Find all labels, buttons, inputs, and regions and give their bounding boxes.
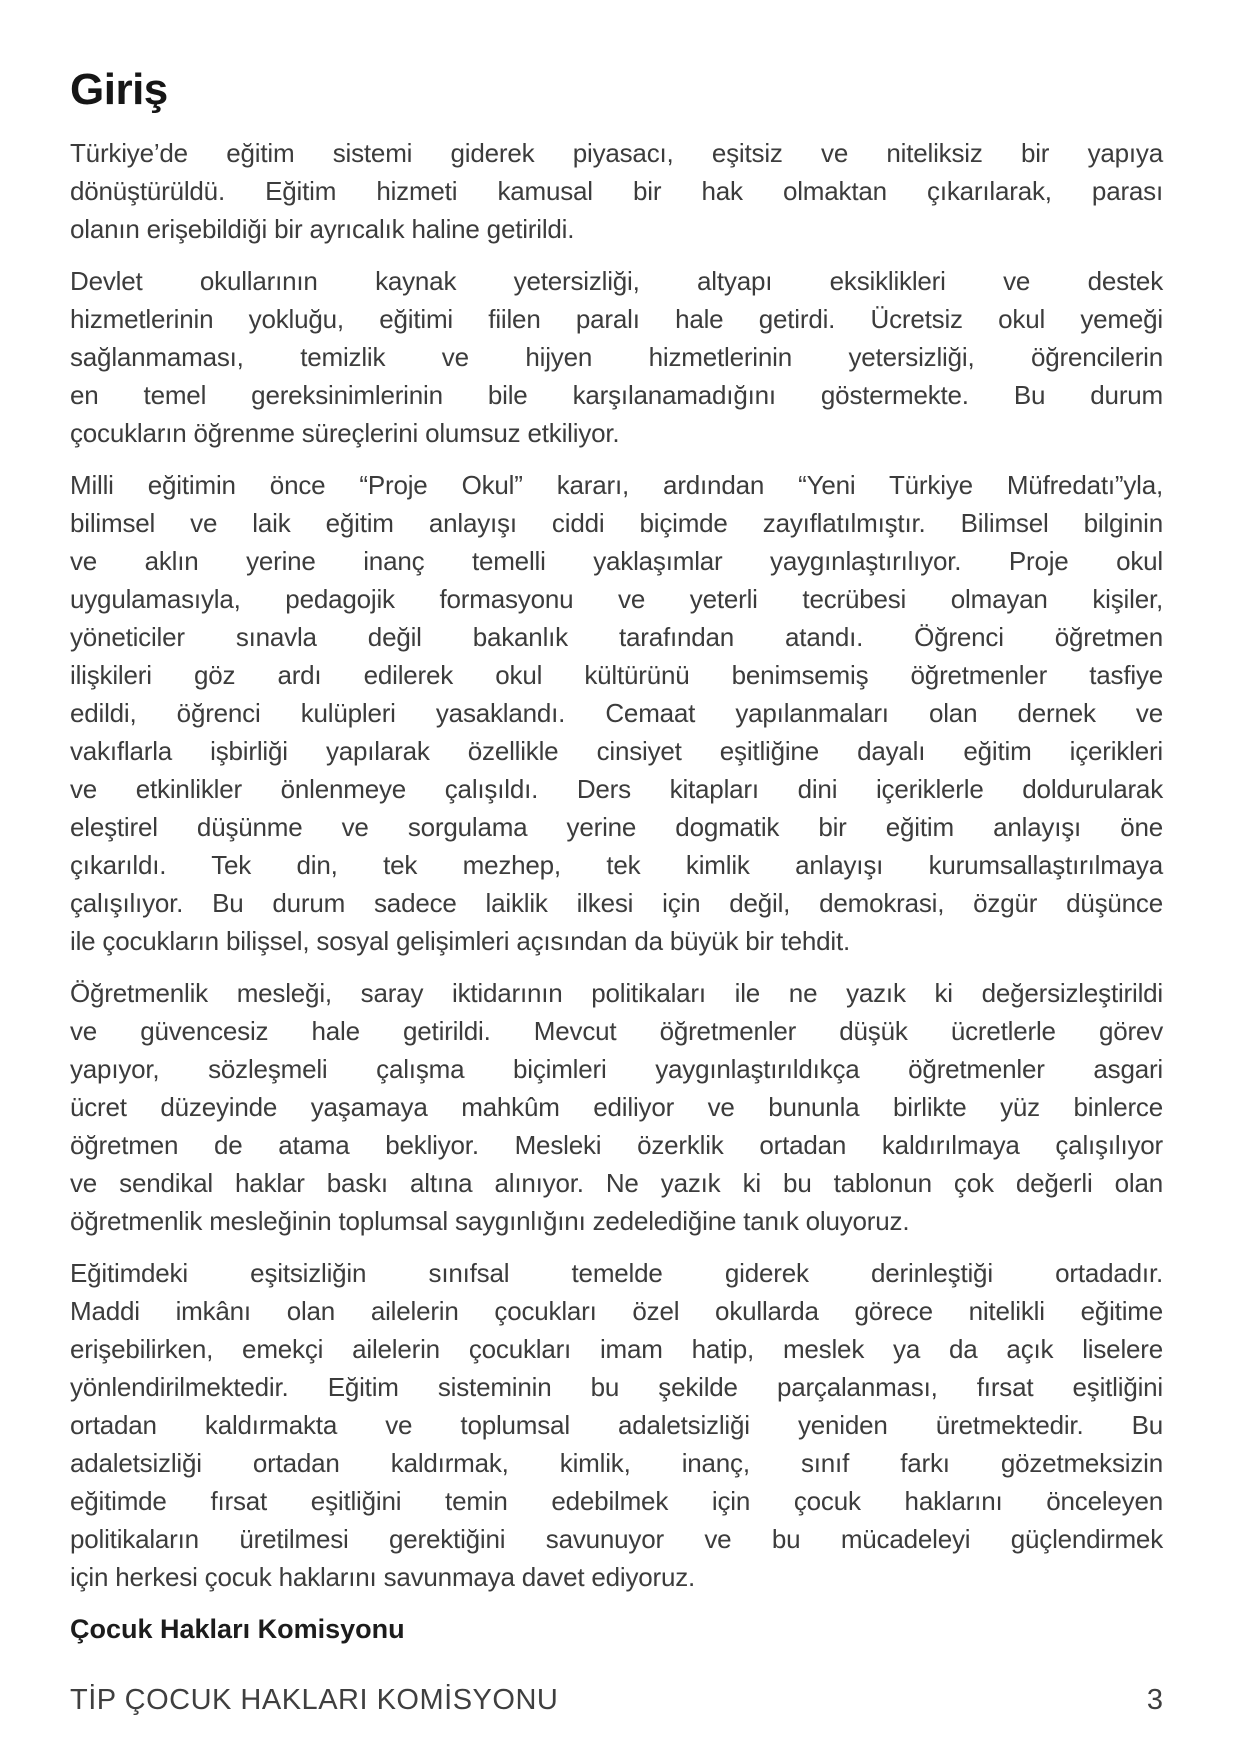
paragraph-line: Öğretmenlik mesleği, saray iktidarının politikaları ile ne yazık ki değersizleştirildi [70, 978, 1163, 1008]
paragraph-line: yapıyor, sözleşmeli çalışma biçimleri yaygınlaştırıldıkça öğretmenler asgari [70, 1054, 1163, 1084]
paragraph-line: ilişkileri göz ardı edilerek okul kültürünü benimsemiş öğretmenler tasfiye [70, 660, 1163, 690]
paragraph-line: uygulamasıyla, pedagojik formasyonu ve yeterli tecrübesi olmayan kişiler, [70, 584, 1163, 614]
paragraph-line: edildi, öğrenci kulüpleri yasaklandı. Cemaat yapılanmaları olan dernek ve [70, 698, 1163, 728]
paragraph-line: erişebilirken, emekçi ailelerin çocukları imam hatip, meslek ya da açık liselere [70, 1334, 1163, 1364]
paragraph-line: çıkarıldı. Tek din, tek mezhep, tek kimlik anlayışı kurumsallaştırılmaya [70, 850, 1163, 880]
paragraph [70, 262, 1163, 452]
page-title: Giriş [70, 65, 168, 114]
paragraph-line: Milli eğitimin önce “Proje Okul” kararı, ardından “Yeni Türkiye Müfredatı”yla, [70, 470, 1163, 500]
footer-commission-name: TİP ÇOCUK HAKLARI KOMİSYONU [70, 1684, 559, 1716]
paragraph-line: Devlet okullarının kaynak yetersizliği, altyapı eksiklikleri ve destek [70, 266, 1163, 296]
page-footer [70, 1682, 1163, 1718]
paragraph-line: öğretmen de atama bekliyor. Mesleki özerklik ortadan kaldırılmaya çalışılıyor [70, 1130, 1163, 1160]
paragraph-line: adaletsizliği ortadan kaldırmak, kimlik, inanç, sınıf farkı gözetmeksizin [70, 1448, 1163, 1478]
paragraph-line: çalışılıyor. Bu durum sadece laiklik ilkesi için değil, demokrasi, özgür düşünce [70, 888, 1163, 918]
paragraph-line: bilimsel ve laik eğitim anlayışı ciddi biçimde zayıflatılmıştır. Bilimsel bilginin [70, 508, 1163, 538]
paragraph-line: en temel gereksinimlerinin bile karşılanamadığını göstermekte. Bu durum [70, 380, 1163, 410]
paragraph-line: eğitimde fırsat eşitliğini temin edebilmek için çocuk haklarını önceleyen [70, 1486, 1163, 1516]
paragraph [70, 466, 1163, 960]
body-paragraphs [70, 134, 1163, 1596]
paragraph-line: ve güvencesiz hale getirildi. Mevcut öğretmenler düşük ücretlerle görev [70, 1016, 1163, 1046]
paragraph-line: yönlendirilmektedir. Eğitim sisteminin bu şekilde parçalanması, fırsat eşitliğini [70, 1372, 1163, 1402]
paragraph [70, 974, 1163, 1240]
document-content [70, 66, 1163, 1648]
paragraph-line: politikaların üretilmesi gerektiğini savunuyor ve bu mücadeleyi güçlendirmek [70, 1524, 1163, 1554]
paragraph-line: dönüştürüldü. Eğitim hizmeti kamusal bir hak olmaktan çıkarılarak, parası [70, 176, 1163, 206]
paragraph [70, 134, 1163, 248]
paragraph [70, 1254, 1163, 1596]
signature-line: Çocuk Hakları Komisyonu [70, 1614, 405, 1644]
paragraph-line: olanın erişebildiği bir ayrıcalık haline getirildi. [70, 214, 575, 244]
paragraph-line: ve aklın yerine inanç temelli yaklaşımlar yaygınlaştırılıyor. Proje okul [70, 546, 1163, 576]
paragraph-line: vakıflarla işbirliği yapılarak özellikle cinsiyet eşitliğine dayalı eğitim içerikleri [70, 736, 1163, 766]
paragraph-line: yöneticiler sınavla değil bakanlık tarafından atandı. Öğrenci öğretmen [70, 622, 1163, 652]
paragraph-line: ücret düzeyinde yaşamaya mahkûm ediliyor ve bununla birlikte yüz binlerce [70, 1092, 1163, 1122]
paragraph-line: çocukların öğrenme süreçlerini olumsuz etkiliyor. [70, 418, 620, 448]
paragraph-line: sağlanmaması, temizlik ve hijyen hizmetlerinin yetersizliği, öğrencilerin [70, 342, 1163, 372]
paragraph-line: ortadan kaldırmakta ve toplumsal adaletsizliği yeniden üretmektedir. Bu [70, 1410, 1163, 1440]
paragraph-line: ve sendikal haklar baskı altına alınıyor. Ne yazık ki bu tablonun çok değerli olan [70, 1168, 1163, 1198]
paragraph-line: için herkesi çocuk haklarını savunmaya davet ediyoruz. [70, 1562, 696, 1592]
paragraph-line: Maddi imkânı olan ailelerin çocukları özel okullarda görece nitelikli eğitime [70, 1296, 1163, 1326]
paragraph-line: öğretmenlik mesleğinin toplumsal saygınlığını zedelediğine tanık oluyoruz. [70, 1206, 910, 1236]
page-number: 3 [1146, 1684, 1163, 1716]
paragraph-line: eleştirel düşünme ve sorgulama yerine dogmatik bir eğitim anlayışı öne [70, 812, 1163, 842]
paragraph-line: Eğitimdeki eşitsizliğin sınıfsal temelde giderek derinleştiği ortadadır. [70, 1258, 1163, 1288]
paragraph-line: ile çocukların bilişsel, sosyal gelişimleri açısından da büyük bir tehdit. [70, 926, 851, 956]
paragraph-line: hizmetlerinin yokluğu, eğitimi fiilen paralı hale getirdi. Ücretsiz okul yemeği [70, 304, 1163, 334]
paragraph-line: Türkiye’de eğitim sistemi giderek piyasacı, eşitsiz ve niteliksiz bir yapıya [70, 138, 1163, 168]
paragraph-line: ve etkinlikler önlenmeye çalışıldı. Ders kitapları dini içeriklerle doldurularak [70, 774, 1163, 804]
